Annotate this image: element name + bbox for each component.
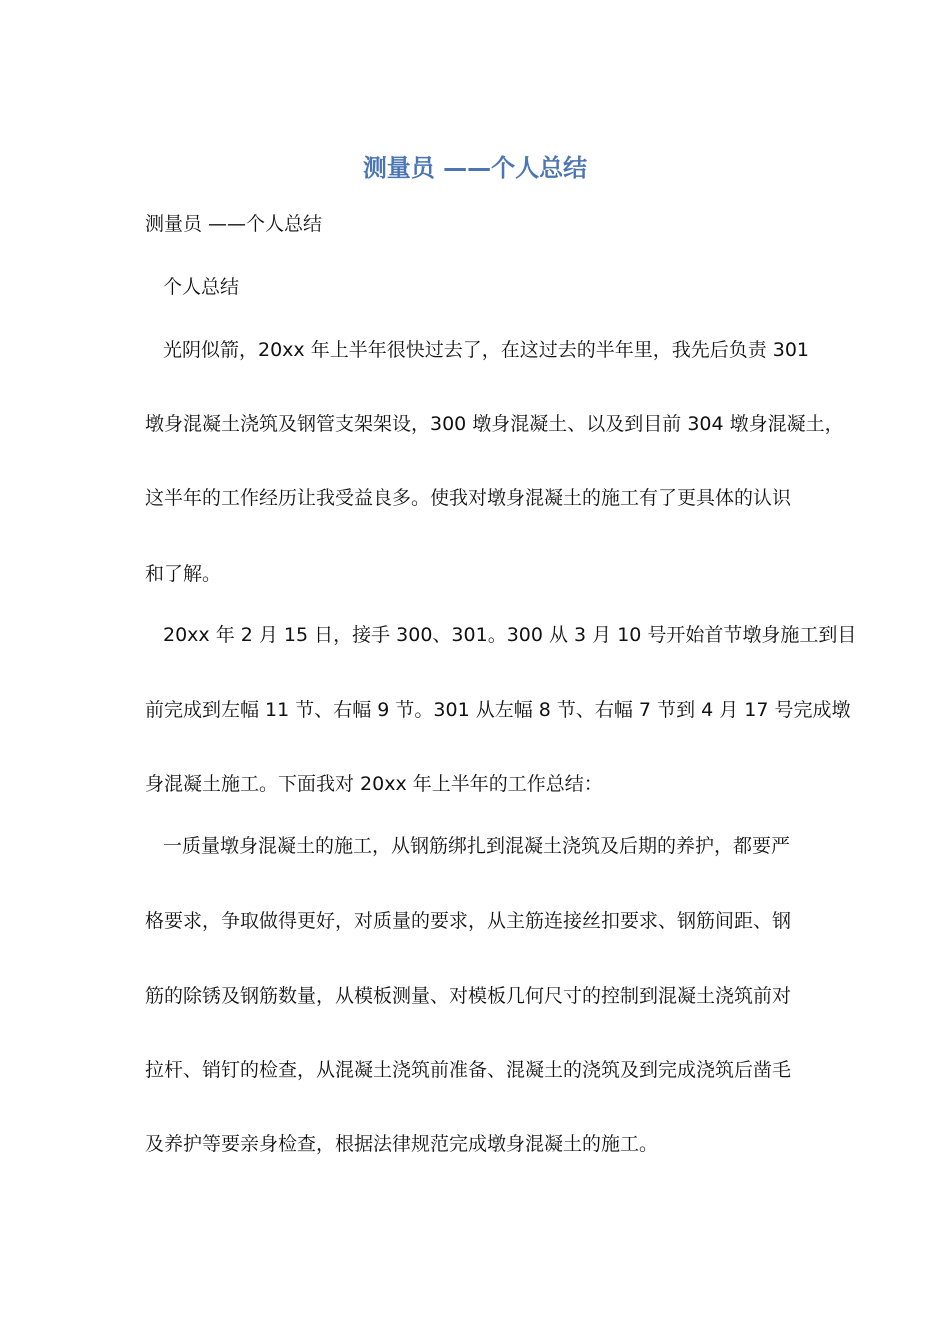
- paragraph-line: 拉杆、销钉的检查，从混凝土浇筑前准备、混凝土的浇筑及到完成浇筑后凿毛: [145, 1059, 792, 1081]
- paragraph-line: 格要求，争取做得更好，对质量的要求，从主筋连接丝扣要求、钢筋间距、钢: [145, 910, 792, 932]
- section-heading: 个人总结: [163, 276, 240, 298]
- paragraph-line: 和了解。: [145, 563, 222, 585]
- paragraph-line: 一质量墩身混凝土的施工，从钢筋绑扎到混凝土浇筑及后期的养护，都要严: [163, 835, 791, 857]
- paragraph-line: 身混凝土施工。下面我对 20xx 年上半年的工作总结：: [145, 773, 603, 795]
- paragraph-line: 光阴似箭，20xx 年上半年很快过去了，在这过去的半年里，我先后负责 301: [163, 339, 810, 361]
- paragraph-line: 筋的除锈及钢筋数量，从模板测量、对模板几何尺寸的控制到混凝土浇筑前对: [145, 985, 792, 1007]
- paragraph-line: 墩身混凝土浇筑及钢管支架架设，300 墩身混凝土、以及到目前 304 墩身混凝土，: [145, 413, 844, 435]
- paragraph-line: 20xx 年 2 月 15 日，接手 300、301。300 从 3 月 10 号开始首节墩身施工到目: [163, 624, 857, 646]
- document-subtitle: 测量员 ——个人总结: [145, 213, 323, 235]
- paragraph-line: 这半年的工作经历让我受益良多。使我对墩身混凝土的施工有了更具体的认识: [145, 487, 792, 509]
- paragraph-line: 前完成到左幅 11 节、右幅 9 节。301 从左幅 8 节、右幅 7 节到 4 月 17 号完成墩: [145, 699, 851, 721]
- document-title: 测量员 ——个人总结: [362, 154, 588, 182]
- paragraph-line: 及养护等要亲身检查，根据法律规范完成墩身混凝土的施工。: [145, 1133, 659, 1155]
